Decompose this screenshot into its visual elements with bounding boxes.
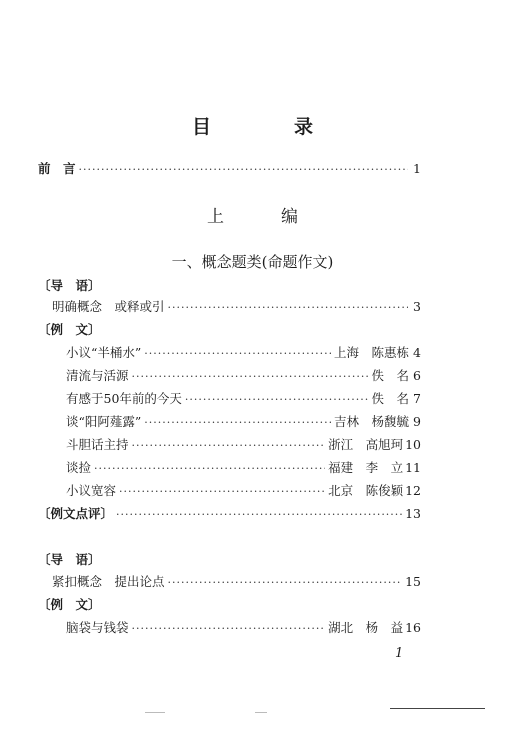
toc-entry [66,482,421,501]
dot-leader [132,368,369,386]
folio-number: 1 [395,646,404,661]
entry-title: 明确概念 或释或引 [52,299,165,314]
dot-leader [116,506,402,524]
page-number: 9 [413,414,421,429]
page-number: 13 [405,506,421,521]
scan-mark [255,712,267,713]
dot-leader [168,574,403,592]
entry-title: 清流与活源 [66,368,129,383]
toc-entry-preface [38,160,421,179]
footer-rule [390,708,485,709]
toc-entry [66,413,421,432]
dot-leader [94,460,325,478]
page-number: 1 [413,161,421,176]
guide-heading: 〔导 语〕 [38,552,101,567]
dot-leader [119,483,325,501]
dot-leader [144,414,331,432]
dot-leader [144,345,331,363]
section-heading: 一、概念题类(命题作文) [171,253,334,271]
page-number: 4 [413,345,421,360]
part-heading: 上 编 [207,207,318,227]
entry-title: 小议宽容 [66,483,117,498]
toc-entry [52,573,421,592]
toc-entry [66,367,421,386]
entry-author: 浙江 高旭珂 [328,437,404,452]
toc-entry [52,298,421,317]
entry-author: 福建 李 立 [328,460,404,475]
page-number: 6 [413,368,421,383]
page-number: 12 [405,483,421,498]
dot-leader [132,620,326,638]
entry-author: 佚 名 [371,391,409,406]
preface-label: 前 言 [38,161,76,176]
dot-leader [79,161,408,179]
page-number: 11 [405,460,421,475]
entry-author: 北京 陈俊颖 [328,483,404,498]
entry-author: 湖北 杨 益 [328,620,404,635]
entry-title: 紧扣概念 提出论点 [52,574,165,589]
entry-title: 斗胆话主持 [66,437,129,452]
entry-title: 谈捡 [66,460,92,475]
examples-heading: 〔例 文〕 [38,597,101,612]
page-number: 10 [405,437,421,452]
page-number: 15 [405,574,421,589]
entry-author: 佚 名 [371,368,409,383]
entry-title: 脑袋与钱袋 [66,620,129,635]
entry-author: 上海 陈惠栋 [333,345,409,360]
dot-leader [185,391,369,409]
entry-title: 小议“半桶水” [66,345,142,360]
entry-title: 有感于50年前的今天 [66,391,182,406]
page-number: 3 [413,299,421,314]
entry-title: 〔例文点评〕 [38,506,114,521]
page-title: 目 录 [191,116,345,138]
dot-leader [132,437,326,455]
toc-entry [66,619,421,638]
dot-leader [168,299,408,317]
guide-heading: 〔导 语〕 [38,278,101,293]
toc-entry [66,436,421,455]
toc-entry [66,344,421,363]
page-number: 16 [405,620,421,635]
toc-entry [66,459,421,478]
scan-mark [145,712,165,713]
toc-entry [66,390,421,409]
page-number: 7 [413,391,421,406]
toc-entry-review [38,505,421,524]
entry-title: 谈“阳阿薤露” [66,414,142,429]
entry-author: 吉林 杨馥毓 [333,414,409,429]
examples-heading: 〔例 文〕 [38,322,101,337]
